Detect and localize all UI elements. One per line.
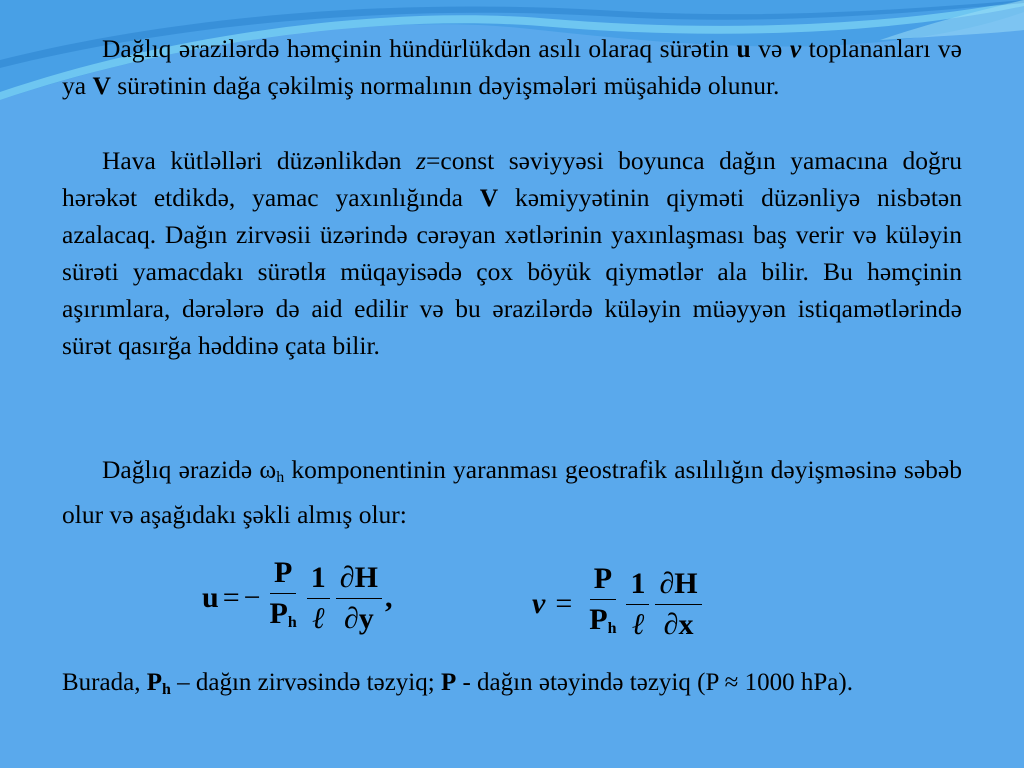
formula-v-den-dx: ∂x [663,607,694,641]
formula-v-equals: = [555,587,573,620]
var-V-2: V [479,183,499,212]
formula-v-num-p: P [590,562,616,600]
p1-text-1: Dağlıq ərazilərdə həmçinin hündürlükdən asılı olaraq sürətin [102,34,737,63]
formula-v-fraction-l [626,567,649,642]
note-text-2: – dağın zirvəsində təzyiq; [170,669,441,696]
formula-u-num-1: 1 [307,561,330,599]
formula-u-den-dy: ∂y [343,601,374,635]
p3-text-2: komponentinin yaranması geostrafik asılılığın dəyişməsinə səbəb olur və aşağıdakı şəkli almış olur: [62,455,962,529]
paragraph-2 [62,142,962,364]
formula-v-num-1: 1 [626,567,649,605]
note-text-3: - dağın ətəyində təzyiq (P ≈ 1000 hPa). [456,669,853,696]
formula-v-fraction-dh [655,567,701,642]
formula-v-den-ph: $P_h$ [589,603,617,637]
formula-v [532,556,705,652]
note-ph: P [146,669,162,696]
formula-u-fraction-l [307,561,330,636]
formula-u-den-ph: $P_h$ [269,597,297,631]
formula-u-minus: − [243,581,261,614]
var-u: u [736,34,751,63]
note-p: P [440,669,457,696]
p1-text-2: və [750,34,790,63]
formula-u [202,550,392,646]
p2-text-1: Hava kütləlləri düzənlikdən [102,146,417,175]
formula-u-fraction-p [266,556,301,640]
formula-v-den-l: ℓ [631,607,645,641]
omega-subscript: h [276,469,285,486]
var-V: V [92,71,111,100]
formula-v-lhs: v [532,587,546,620]
formula-u-lhs: u [202,581,219,614]
p2-text-3: kəmiyyətinin qiyməti düzənliyə nisbətən azalacaq. Dağın zirvəsii üzərində cərəyan xətlərinin yaxınlaşması baş verir və küləyin sürəti yamacdakı sürətlя müqayisədə çox böyük qiymətlər ala bilir. Bu həmçinin aşırımlara, dərələrə də aid edilir və bu ərazilərdə küləyin müəyyən istiqamətlərində sürət qasırğa həddinə çata bilir. [62,183,962,360]
formula-u-equals: = [222,581,240,614]
p3-text-1: Dağlıq ərazidə [102,455,260,484]
formula-u-num-dh: ∂H [336,561,382,599]
formula-u-den-l: ℓ [312,601,325,635]
var-v: v [789,34,802,63]
p2-text-2: =const səviyyəsi boyunca dağın yamacına doğru hərəkət etdikdə, yamac yaxınlığında [62,146,962,212]
formula-u-fraction-dh [336,561,382,636]
formula-v-num-dh: ∂H [655,567,701,605]
var-z: z [416,146,427,175]
paragraph-1 [62,30,962,104]
note-ph-subscript: h [161,681,171,698]
formula-v-fraction-p [585,562,620,646]
formula-u-num-p: P [270,556,296,594]
formula-u-comma: , [384,581,393,614]
p1-text-4: sürətinin dağa çəkilmiş normalının dəyişmələri müşahidə olunur. [110,71,780,100]
p1-text-3: toplananları və ya [62,34,962,100]
omega-symbol: ω [259,455,277,484]
definitions-note [62,665,962,708]
note-text-1: Burada, [62,669,147,696]
paragraph-3 [62,451,962,533]
